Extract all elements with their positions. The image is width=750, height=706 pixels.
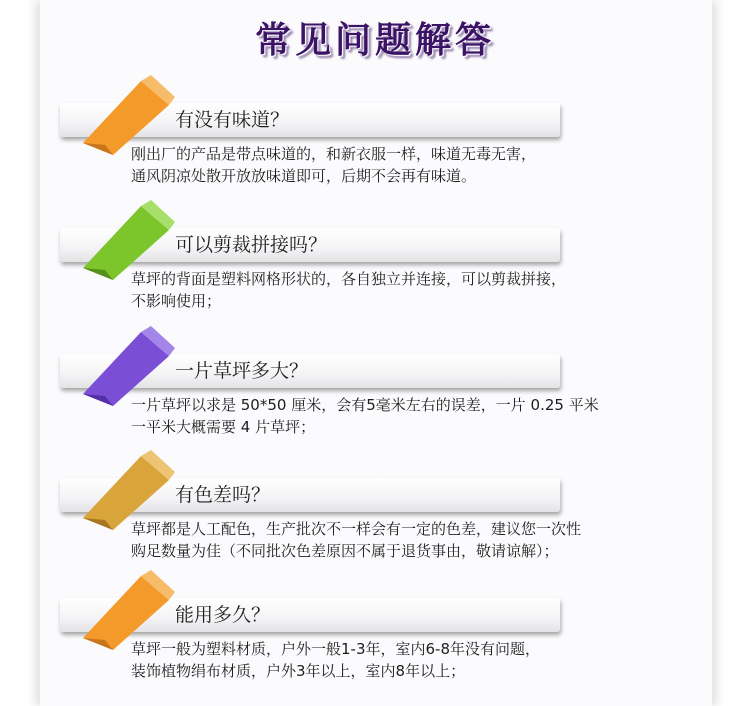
faq-question: 有没有味道？ bbox=[175, 109, 290, 131]
faq-item bbox=[0, 75, 750, 195]
faq-item bbox=[0, 450, 750, 570]
answer-line: 草坪一般为塑料材质，户外一般1-3年，室内6-8年没有问题， bbox=[131, 640, 541, 658]
answer-line: 刚出厂的产品是带点味道的，和新衣服一样，味道无毒无害， bbox=[131, 145, 537, 163]
answer-line: 不影响使用； bbox=[131, 292, 222, 310]
answer-line: 通风阴凉处散开放放味道即可，后期不会再有味道。 bbox=[131, 167, 477, 185]
faq-item bbox=[0, 200, 750, 320]
faq-question: 有色差吗？ bbox=[175, 484, 271, 506]
answer-line: 购足数量为佳（不同批次色差原因不属于退货事由，敬请谅解）； bbox=[131, 542, 559, 560]
answer-line: 草坪都是人工配色，生产批次不一样会有一定的色差，建议您一次性 bbox=[131, 520, 582, 538]
faq-answer bbox=[131, 143, 691, 187]
answer-line: 草坪的背面是塑料网格形状的，各自独立并连接，可以剪裁拼接， bbox=[131, 270, 567, 288]
faq-question: 能用多久？ bbox=[175, 604, 271, 626]
faq-item bbox=[0, 570, 750, 690]
faq-question: 一片草坪多大？ bbox=[175, 360, 309, 382]
faq-answer bbox=[131, 394, 691, 438]
faq-question: 可以剪裁拼接吗？ bbox=[175, 234, 328, 256]
faq-answer bbox=[131, 268, 691, 312]
answer-line: 装饰植物绢布材质，户外3年以上，室内8年以上； bbox=[131, 662, 466, 680]
faq-answer bbox=[131, 638, 691, 682]
faq-item bbox=[0, 326, 750, 446]
answer-line: 一片草坪以求是 50*50 厘米，会有5毫米左右的误差，一片 0.25 平米 bbox=[131, 396, 599, 414]
faq-answer bbox=[131, 518, 691, 562]
answer-line: 一平米大概需要 4 片草坪； bbox=[131, 418, 316, 436]
page-title: 常见问题解答 bbox=[254, 19, 495, 61]
